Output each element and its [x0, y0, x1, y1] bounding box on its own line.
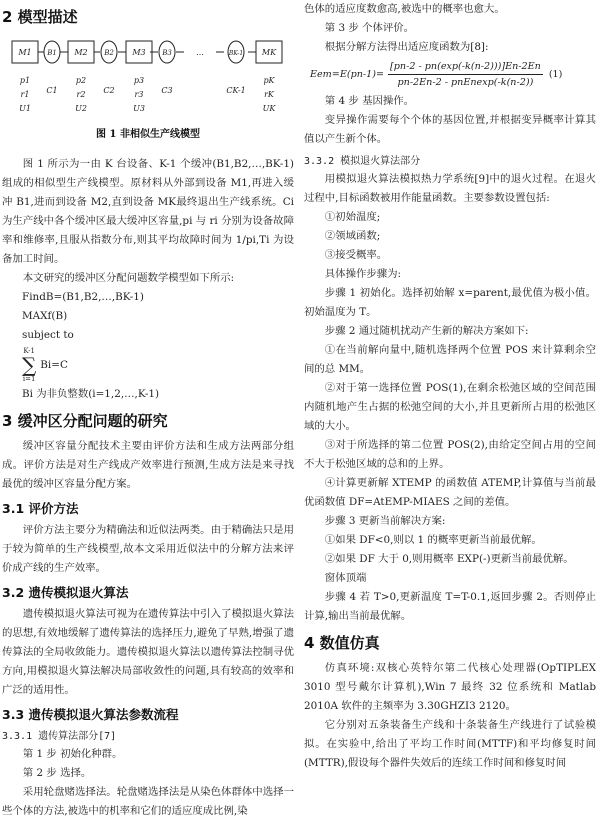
sa-step-2-2: ②对于第一选择位置 POS(1),在剩余松弛区域的空间范围内随机地产生占据的松弛空间的大小,并且更新所占用的松弛区域的大小。 [304, 382, 596, 432]
machine-label: M1 [18, 48, 32, 57]
sum-expression: Bi=C [40, 359, 68, 371]
left-column [2, 0, 294, 830]
figure-caption: 图 1 非相似生产线模型 [96, 129, 200, 140]
section-3-paragraph: 缓冲区容量分配技术主要由评价方法和生成方法两部分组成。评价方法是对生产线成产效率进行预测,生成方法是来寻找最优的缓冲区容量分配方案。 [2, 440, 294, 490]
buffer-label: B3 [162, 49, 172, 57]
model-intro: 本文研究的缓冲区分配问题数学模型如下所示: [22, 272, 235, 284]
ga-step-1: 第 1 步 初始化种群。 [22, 748, 123, 760]
sa-steps-title: 具体操作步骤为: [324, 268, 402, 280]
machine-param: rK [264, 90, 274, 99]
buffer-label: BK-1 [228, 50, 244, 57]
buffer-label: B1 [47, 49, 57, 57]
machine-param: pK [263, 76, 275, 85]
buffer-capacity: C1 [46, 86, 58, 95]
machine-label: M2 [74, 48, 88, 57]
machine-param: r1 [20, 90, 30, 99]
section-3-heading: 3 缓冲区分配问题的研究 [2, 412, 168, 430]
sa-step-1: 步骤 1 初始化。选择初始解 x=parent,最优值为极小值。初始温度为 T。 [304, 287, 596, 318]
formula-fraction [388, 61, 543, 88]
production-line-diagram [2, 33, 294, 155]
machine-param: p3 [133, 76, 145, 85]
fitness-formula [310, 61, 596, 88]
formula-numerator: [pn-2 - pn(exp(-k(n-2)))]En-2En [388, 61, 543, 75]
formula-denominator: pn-2En-2 - pnEnexp(-k(n-2)) [397, 77, 534, 88]
section-4-heading: 4 数值仿真 [304, 634, 380, 652]
machine-label: M3 [132, 48, 146, 57]
machine-param: U1 [19, 104, 31, 113]
machine-param: p2 [75, 76, 87, 85]
machine-label: MK [261, 48, 277, 57]
sa-step-2-4: ④计算更新解 XTEMP 的函数值 ATEMP,计算值与当前最优函数值 DF=AtEMP-MIAES 之间的差值。 [304, 477, 596, 508]
formula-lhs: Eem=E(pn-1)= [310, 69, 385, 80]
section-3-3-1-heading: 3.3.1 遗传算法部分[7] [2, 731, 117, 742]
sa-step-3: 步骤 3 更新当前解决方案: [324, 515, 446, 527]
ga-step-2-text: 采用轮盘赌选择法。轮盘赌选择法是从染色体群体中选择一些个体的方法,被选中的机率和它们的适应度成比例,染 [2, 786, 294, 817]
simulation-experiment: 它分别对五条装备生产线和十条装备生产线进行了试验模拟。在实验中,给出了平均工作时间(MTTF)和平均修复时间(MTTR),假设每个器件失效后的连续工作时间和修复时间 [304, 719, 596, 769]
continued-text: 色体的适应度数愈高,被选中的概率也愈大。 [304, 3, 505, 15]
section-3-1-paragraph: 评价方法主要分为精确法和近似法两类。由于精确法只是用于较为简单的生产线模型,故本文采用近似法中的分解方法来评价成产线的生产效率。 [2, 524, 294, 574]
sa-step-2-1: ①在当前解向量中,随机选择两个位置 POS 来计算剩余空间的总 MM。 [304, 344, 596, 375]
right-column [304, 0, 596, 830]
machine-param: r2 [76, 90, 86, 99]
buffer-capacity: C3 [161, 86, 173, 95]
sa-step-2-3: ③对于所选择的第二位置 POS(2),由给定空间占用的空间不大于松弛区域的总和的上界。 [304, 439, 596, 470]
ellipsis-label: … [196, 48, 204, 57]
sa-step-3-2: ②如果 DF 大于 0,则用概率 EXP(-)更新当前最优解。 [324, 553, 574, 565]
section-3-2-paragraph: 遗传模拟退火算法可视为在遗传算法中引入了模拟退火算法的思想,有效地缓解了遗传算法的选择压力,避免了早熟,增强了遗传算法的全局收敛能力。遗传模拟退火算法以遗传算法控制寻优方向,用模拟退火算法解决局部收敛性的问题,具有较高的效率和广泛的适用性。 [2, 608, 294, 696]
sa-step-4: 步骤 4 若 T>0,更新温度 T=T-0.1,返回步骤 2。否则停止计算,输出当前最优解。 [304, 591, 596, 622]
formula-number: (1) [548, 69, 563, 80]
production-line-figure [2, 33, 294, 155]
buffer-capacity: C2 [103, 86, 115, 95]
machine-param: U2 [75, 104, 87, 113]
integer-constraint: Bi 为非负整数(i=1,2,…,K-1) [22, 388, 159, 400]
simulation-environment: 仿真环境:双核心英特尔第二代核心处理器(OpTIPLEX 3010 型号戴尔计算机),Win 7 最终 32 位系统和 Matlab 2010A 软件的主频率为 3.30GHZI3 2120。 [304, 662, 596, 712]
max-statement: MAXf(B) [22, 310, 68, 322]
fitness-intro: 根据分解方法得出适应度函数为[8]: [324, 41, 489, 53]
ga-step-2: 第 2 步 选择。 [22, 767, 92, 779]
section-3-1-heading: 3.1 评价方法 [2, 501, 79, 516]
ga-step-3: 第 3 步 个体评价。 [324, 22, 415, 34]
machine-param: U3 [133, 104, 145, 113]
window-top-text: 窗体顶端 [324, 572, 367, 584]
section-3-3-heading: 3.3 遗传模拟退火算法参数流程 [2, 707, 179, 722]
sigma-symbol: K-1 ∑ i=1 [22, 347, 37, 383]
machine-param: p1 [19, 76, 31, 85]
constraint-sum [22, 347, 294, 383]
machine-param: r3 [134, 90, 144, 99]
sa-step-3-1: ①如果 DF<0,则以 1 的概率更新当前最优解。 [324, 534, 542, 546]
section-3-3-2-heading: 3.3.2 模拟退火算法部分 [304, 156, 421, 167]
sa-param-2: ②领域函数; [324, 230, 381, 242]
find-statement: FindB=(B1,B2,…,BK-1) [22, 291, 144, 303]
sa-intro: 用模拟退火算法模拟热力学系统[9]中的退火过程。在退火过程中,目标函数被用作能量函数。主要参数设置包括: [304, 173, 596, 204]
sa-step-2: 步骤 2 通过随机扰动产生新的解决方案如下: [324, 325, 529, 337]
sa-param-1: ①初始温度; [324, 211, 381, 223]
model-description: 图 1 所示为一由 K 台设备、K-1 个缓冲(B1,B2,…,BK-1)组成的相似型生产线模型。原材料从外部到设备 M1,再进入缓冲 B1,进而到设备 M2,直到设备 MK最终退出生产线系统。Ci 为生产线中各个缓冲区最大缓冲区容量,pi 与 ri 分别为设备故障率和维修率,且服从指数分布,则其平均故障时间为 1/pi,Ti 为设备加工时间。 [2, 158, 294, 265]
machine-param: UK [262, 104, 276, 113]
ga-step-4: 第 4 步 基因操作。 [324, 95, 415, 107]
section-3-2-heading: 3.2 遗传模拟退火算法 [2, 585, 129, 600]
subject-to: subject to [22, 329, 74, 341]
buffer-label: B2 [104, 49, 114, 57]
buffer-capacity: CK-1 [226, 86, 246, 95]
sa-param-3: ③接受概率。 [324, 249, 388, 261]
ga-step-4-text: 变异操作需要每个个体的基因位置,并根据变异概率计算其值以产生新个体。 [304, 114, 596, 145]
section-2-heading: 2 模型描述 [2, 8, 78, 26]
